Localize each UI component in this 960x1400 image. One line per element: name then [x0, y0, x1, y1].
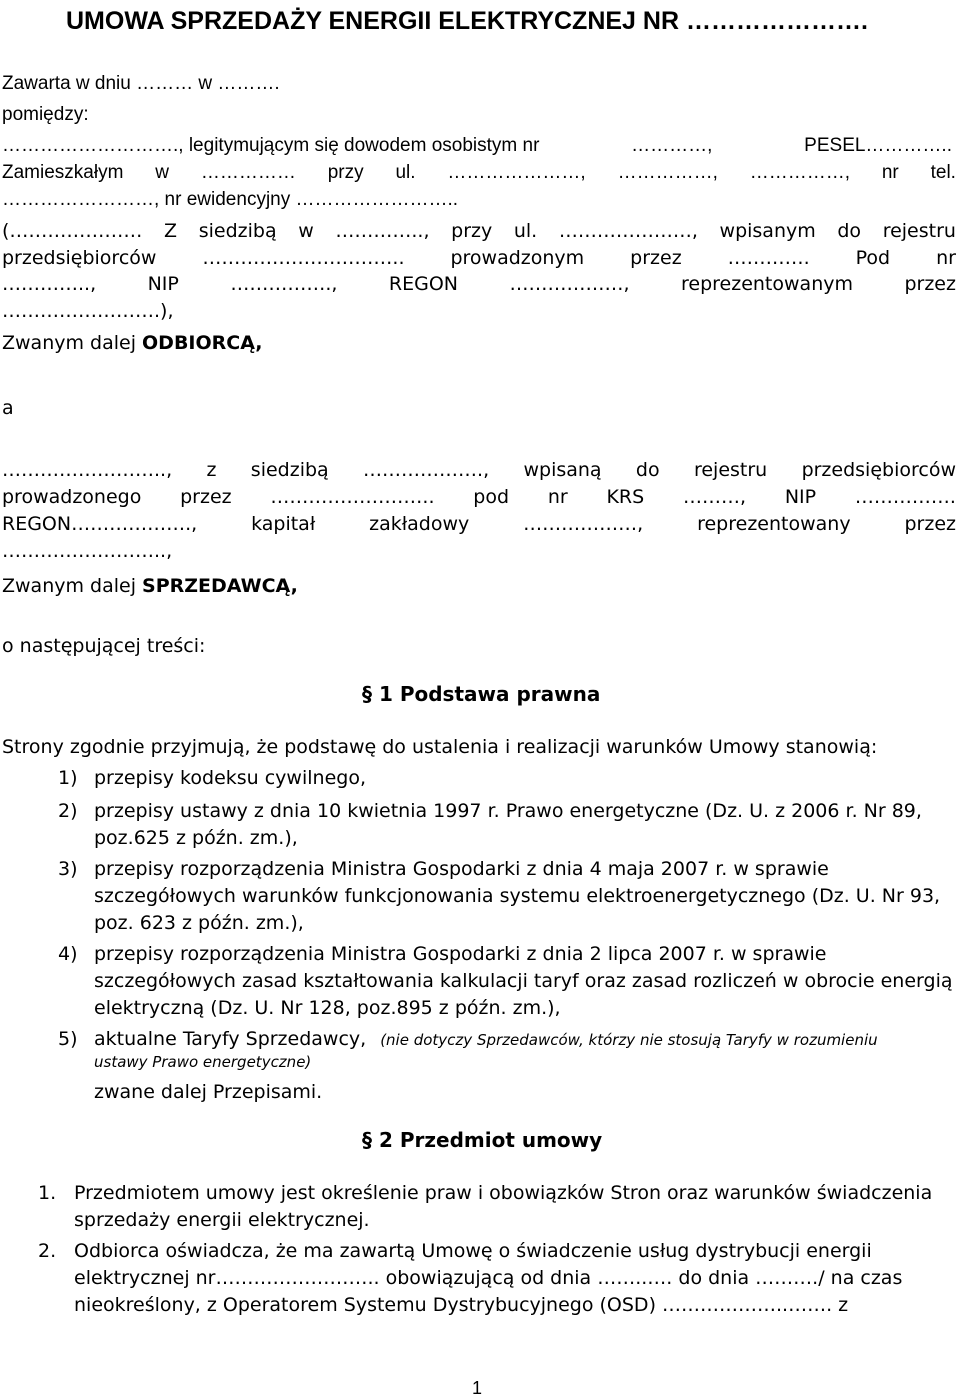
text-fragment: reprezentowany	[697, 513, 851, 535]
list-item-4	[58, 942, 826, 966]
section-1-lead: Strony zgodnie przyjmują, że podstawę do ustalenia i realizacji warunków Umowy stanowią:	[2, 736, 878, 758]
list-number: 5)	[58, 1028, 78, 1050]
text-fragment: przez	[904, 513, 956, 535]
text-fragment: ………….	[727, 247, 810, 269]
buyer-address-line	[2, 161, 956, 185]
text-fragment: REGON	[388, 273, 459, 295]
list-text: przepisy rozporządzenia Ministra Gospodarki z dnia 2 lipca 2007 r. w sprawie	[94, 943, 827, 965]
text-fragment: …………………………..	[202, 247, 405, 269]
text-fragment: siedzibą	[198, 220, 277, 242]
list-text: aktualne Taryfy Sprzedawcy,	[94, 1028, 367, 1050]
text-fragment: PESEL…………..	[804, 135, 952, 156]
text-fragment: …………….,	[230, 273, 338, 295]
section-2-item-2-cont: nieokreślony, z Operatorem Systemu Dystrybucyjnego (OSD) ………………..……. z	[74, 1294, 849, 1316]
list-item-2-cont: poz.625 z późn. zm.),	[94, 827, 298, 849]
text-fragment: ul.	[513, 220, 538, 242]
text-fragment: NIP	[147, 273, 179, 295]
text-fragment: pod	[473, 486, 510, 508]
seller-seat-line	[2, 458, 956, 482]
buyer-evidence-line: ……………………, nr ewidencyjny ……………………..	[2, 189, 459, 210]
section-2-item-2	[38, 1239, 872, 1263]
text-fragment: rejestru	[882, 220, 956, 242]
list-item-3-cont: poz. 623 z późn. zm.),	[94, 912, 304, 934]
list-number: 3)	[58, 858, 78, 880]
text-fragment: prowadzonym	[450, 247, 585, 269]
section-2-heading: § 2 Przedmiot umowy	[362, 1128, 603, 1152]
text-fragment: w	[155, 162, 169, 183]
text-fragment: przedsiębiorców	[801, 459, 956, 481]
between-label: pomiędzy:	[2, 104, 89, 125]
list-text: Odbiorca oświadcza, że ma zawartą Umowę o świadczenie usług dystrybucji energii	[74, 1240, 872, 1262]
text-fragment: REGON……………….,	[2, 513, 198, 535]
text-fragment: ………,	[682, 486, 747, 508]
list-number: 4)	[58, 943, 78, 965]
text-fragment: tel.	[930, 162, 956, 183]
seller-rep-line: ……………………..,	[2, 540, 173, 562]
date-line: Zawarta w dniu ……… w ……….	[2, 73, 280, 94]
text-fragment: …………………,	[447, 162, 586, 183]
text-fragment: wpisaną	[523, 459, 602, 481]
text-fragment: ……………,	[617, 162, 718, 183]
text-fragment: przy	[451, 220, 493, 242]
seller-label: SPRZEDAWCĄ,	[142, 575, 298, 597]
seller-register-line	[2, 485, 956, 509]
list-text: przepisy rozporządzenia Ministra Gospodarki z dnia 4 maja 2007 r. w sprawie	[94, 858, 829, 880]
text-fragment: …………..,	[2, 273, 97, 295]
text-fragment: zakładowy	[369, 513, 470, 535]
seller-capital-line	[2, 512, 956, 536]
list-item-4-cont: elektryczną (Dz. U. Nr 128, poz.895 z późn. zm.),	[94, 997, 561, 1019]
company-register-line	[2, 246, 956, 270]
text-fragment: do	[635, 459, 660, 481]
seller-designation	[2, 574, 298, 598]
text-fragment: ……………,	[749, 162, 850, 183]
company-seat-line	[2, 219, 956, 243]
text-fragment: z	[206, 459, 217, 481]
text-fragment: siedzibą	[250, 459, 329, 481]
list-item-1	[58, 766, 366, 790]
text-fragment: ……………………..,	[2, 459, 173, 481]
list-number: 2.	[38, 1240, 57, 1262]
text-fragment: kapitał	[251, 513, 316, 535]
text-fragment: Z	[164, 220, 178, 242]
buyer-id-line	[2, 134, 952, 158]
text-fragment: przez	[630, 247, 682, 269]
document-title: UMOWA SPRZEDAŻY ENERGII ELEKTRYCZNEJ NR ………………….	[66, 7, 868, 35]
section-2-item-1-cont: sprzedaży energii elektrycznej.	[74, 1209, 370, 1231]
text-fragment: …………..,	[335, 220, 430, 242]
text-fragment: rejestru	[693, 459, 768, 481]
section-1-heading: § 1 Podstawa prawna	[362, 682, 601, 706]
text-fragment: (…………………	[2, 220, 143, 242]
buyer-label: ODBIORCĄ,	[142, 332, 263, 354]
section-2-item-1	[38, 1181, 932, 1205]
list-item-2	[58, 799, 922, 823]
text-fragment: Pod	[855, 247, 891, 269]
list-note-cont: ustawy Prawo energetyczne)	[94, 1053, 312, 1071]
text-fragment: ………………,	[523, 513, 644, 535]
text-fragment: …………,	[631, 135, 713, 156]
text-fragment: reprezentowanym	[681, 273, 853, 295]
company-rep-line: …………………….),	[2, 300, 174, 322]
intro-line: o następującej treści:	[2, 635, 206, 657]
list-item-3	[58, 857, 829, 881]
list-text: przepisy kodeksu cywilnego,	[94, 767, 366, 789]
designation-prefix: Zwanym dalej	[2, 575, 143, 597]
list-item-3-cont: szczegółowych warunków funkcjonowania systemu elektroenergetycznego (Dz. U. Nr 93,	[94, 885, 941, 907]
text-fragment: NIP	[784, 486, 817, 508]
text-fragment: przez	[904, 273, 956, 295]
list-note: (nie dotyczy Sprzedawców, którzy nie stosują Taryfy w rozumieniu	[380, 1031, 878, 1049]
text-fragment: do	[837, 220, 862, 242]
text-fragment: w	[298, 220, 314, 242]
text-fragment: ……………	[200, 162, 296, 183]
text-fragment: …………….	[854, 486, 956, 508]
text-fragment: wpisanym	[719, 220, 816, 242]
text-fragment: nr	[936, 247, 956, 269]
text-fragment: nr	[881, 162, 899, 183]
section-2-item-2-cont: elektrycznej nr…………………….. obowiązującą od dnia ……..…. do dnia ………./ na czas	[74, 1267, 903, 1289]
text-fragment: ……………….,	[363, 459, 490, 481]
list-text: Przedmiotem umowy jest określenie praw i obowiązków Stron oraz warunków świadczenia	[74, 1182, 933, 1204]
list-number: 1)	[58, 767, 78, 789]
text-fragment: przy	[327, 162, 364, 183]
page-number: 1	[472, 1378, 483, 1398]
section-1-closing: zwane dalej Przepisami.	[94, 1081, 323, 1103]
text-fragment: przedsiębiorców	[2, 247, 157, 269]
company-ids-line	[2, 272, 956, 296]
designation-prefix: Zwanym dalej	[2, 332, 143, 354]
conjunction: a	[2, 397, 14, 419]
text-fragment: …………………,	[558, 220, 698, 242]
text-fragment: ul.	[395, 162, 416, 183]
list-text: przepisy ustawy z dnia 10 kwietnia 1997 r. Prawo energetyczne (Dz. U. z 2006 r. Nr 89,	[94, 800, 922, 822]
list-item-5	[58, 1027, 878, 1052]
text-fragment: KRS	[606, 486, 645, 508]
text-fragment: przez	[180, 486, 232, 508]
list-number: 2)	[58, 800, 78, 822]
list-item-4-cont: szczegółowych zasad kształtowania kalkulacji taryf oraz zasad rozliczeń w obrocie energią	[94, 970, 953, 992]
text-fragment: Zamieszkałym	[2, 162, 124, 183]
list-number: 1.	[38, 1182, 57, 1204]
text-fragment: nr	[547, 486, 568, 508]
text-fragment: ………………………., legitymującym się dowodem osobistym nr	[2, 135, 540, 156]
text-fragment: ………………,	[509, 273, 630, 295]
text-fragment: prowadzonego	[2, 486, 142, 508]
text-fragment: ……………………..	[270, 486, 435, 508]
buyer-designation	[2, 331, 263, 355]
